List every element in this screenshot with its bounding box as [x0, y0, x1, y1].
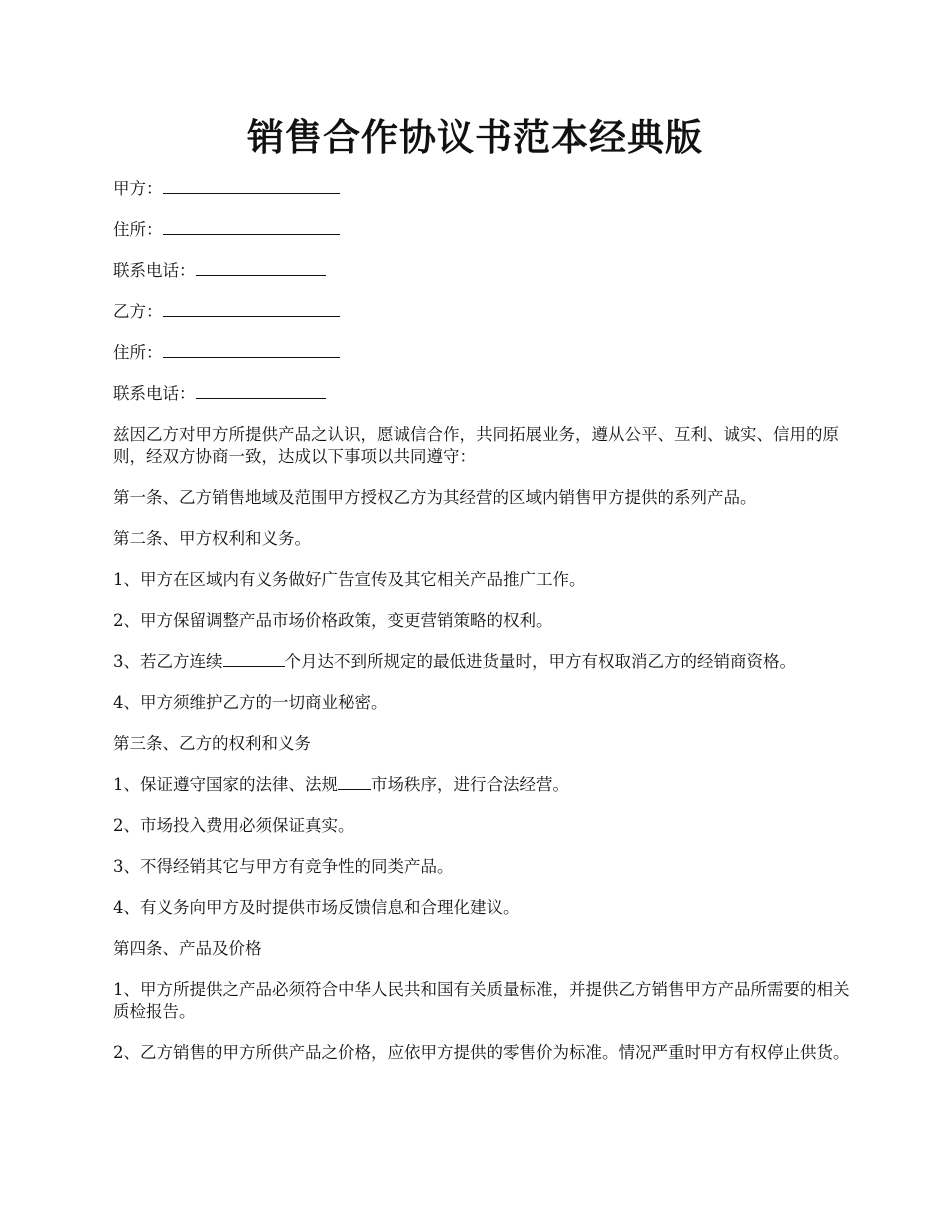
- party-a-phone-line: [113, 260, 858, 282]
- party-a-address-line: [113, 219, 858, 241]
- article-3-item-3: 3、不得经销其它与甲方有竞争性的同类产品。: [113, 857, 454, 876]
- months-blank: [223, 651, 285, 667]
- party-b-blank: [163, 301, 340, 317]
- article-2-item-1: 1、甲方在区域内有义务做好广告宣传及其它相关产品推广工作。: [113, 570, 586, 589]
- party-a-label: 甲方：: [113, 179, 163, 198]
- law-blank: [338, 774, 371, 790]
- document-body: [113, 178, 858, 1083]
- article-3-item-1-end: 市场秩序，进行合法经营。: [371, 775, 569, 794]
- article-2-item-2: 2、甲方保留调整产品市场价格政策，变更营销策略的权利。: [113, 611, 553, 630]
- party-a-address-label: 住所：: [113, 220, 163, 239]
- article-3-heading: 第三条、乙方的权利和义务: [113, 734, 311, 753]
- article-2-heading: 第二条、甲方权利和义务。: [113, 529, 311, 548]
- article-3-item-1: [113, 774, 858, 796]
- article-2-item-3-end: 个月达不到所规定的最低进货量时，甲方有权取消乙方的经销商资格。: [284, 652, 796, 671]
- party-b-address-line: [113, 342, 858, 364]
- article-3-item-2: 2、市场投入费用必须保证真实。: [113, 816, 355, 835]
- article-2-item-3-start: 3、若乙方连续: [113, 652, 223, 671]
- article-2-item-3: [113, 651, 858, 673]
- party-a-phone-blank: [196, 260, 326, 276]
- party-b-label: 乙方：: [113, 302, 163, 321]
- party-a-address-blank: [163, 219, 340, 235]
- party-b-phone-label: 联系电话：: [113, 384, 196, 403]
- article-3-item-4: 4、有义务向甲方及时提供市场反馈信息和合理化建议。: [113, 898, 520, 917]
- party-b-address-label: 住所：: [113, 343, 163, 362]
- party-a-phone-label: 联系电话：: [113, 261, 196, 280]
- article-2-item-4: 4、甲方须维护乙方的一切商业秘密。: [113, 693, 388, 712]
- party-b-address-blank: [163, 342, 340, 358]
- document-title: 销售合作协议书范本经典版: [247, 115, 703, 159]
- article-1: 第一条、乙方销售地域及范围甲方授权乙方为其经营的区域内销售甲方提供的系列产品。: [113, 488, 757, 507]
- article-4-item-1: 1、甲方所提供之产品必须符合中华人民共和国有关质量标准，并提供乙方销售甲方产品所需要的相关质检报告。: [113, 980, 850, 1021]
- party-b-phone-line: [113, 383, 858, 405]
- party-b-phone-blank: [196, 383, 326, 399]
- party-b-line: [113, 301, 858, 323]
- article-3-item-1-start: 1、保证遵守国家的法律、法规: [113, 775, 338, 794]
- article-4-item-2: 2、乙方销售的甲方所供产品之价格，应依甲方提供的零售价为标准。情况严重时甲方有权停止供货。: [113, 1043, 850, 1062]
- party-a-line: [113, 178, 858, 200]
- party-a-blank: [163, 178, 340, 194]
- preamble-paragraph: 兹因乙方对甲方所提供产品之认识，愿诚信合作，共同拓展业务，遵从公平、互利、诚实、信用的原则，经双方协商一致，达成以下事项以共同遵守：: [113, 425, 839, 466]
- article-4-heading: 第四条、产品及价格: [113, 939, 262, 958]
